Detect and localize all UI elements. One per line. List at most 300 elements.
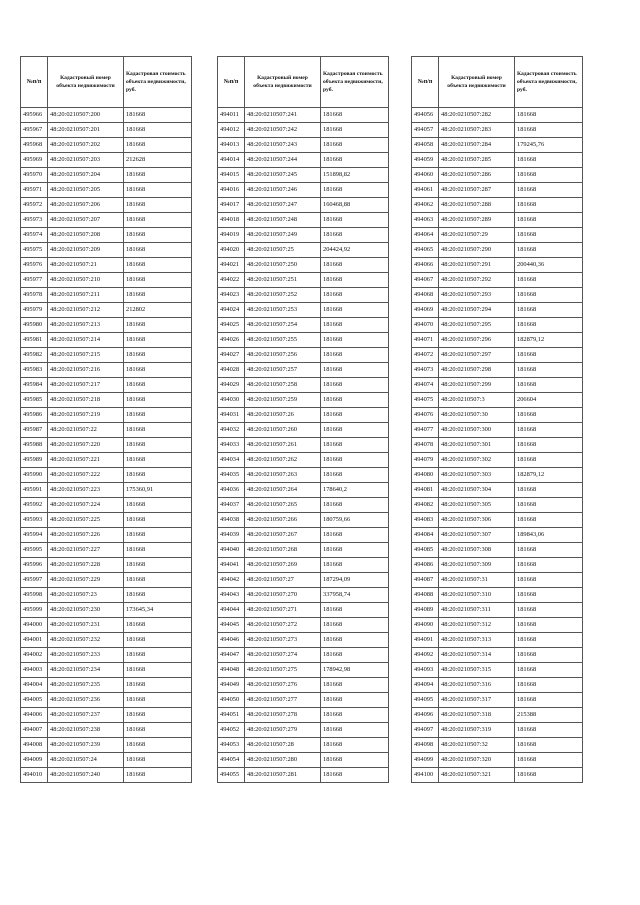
cadastral-value-cell: 181668 <box>321 138 389 153</box>
cadastral-number-cell: 48:20:0210507:229 <box>48 573 124 588</box>
cadastral-value-cell: 181668 <box>124 648 192 663</box>
cadastral-number-cell: 48:20:0210507:232 <box>48 633 124 648</box>
table-row <box>412 468 583 483</box>
cadastral-number-cell: 48:20:0210507:29 <box>439 228 515 243</box>
row-number-cell: 494006 <box>21 708 48 723</box>
row-number-cell: 494027 <box>218 348 245 363</box>
cadastral-number-cell: 48:20:0210507:241 <box>245 108 321 123</box>
cadastral-number-cell: 48:20:0210507:274 <box>245 648 321 663</box>
cadastral-number-cell: 48:20:0210507:21 <box>48 258 124 273</box>
table-row <box>21 393 192 408</box>
cadastral-number-cell: 48:20:0210507:230 <box>48 603 124 618</box>
row-number-cell: 494065 <box>412 243 439 258</box>
cadastral-value-cell: 181668 <box>124 243 192 258</box>
cadastral-number-cell: 48:20:0210507:261 <box>245 438 321 453</box>
row-number-cell: 494028 <box>218 363 245 378</box>
row-number-cell: 494022 <box>218 273 245 288</box>
row-number-cell: 494067 <box>412 273 439 288</box>
table-row <box>412 108 583 123</box>
row-number-cell: 494033 <box>218 438 245 453</box>
row-number-cell: 494059 <box>412 153 439 168</box>
cadastral-value-cell: 181668 <box>515 543 583 558</box>
table-row <box>21 333 192 348</box>
row-number-cell: 494054 <box>218 753 245 768</box>
cadastral-value-cell: 181668 <box>124 348 192 363</box>
cadastral-number-cell: 48:20:0210507:24 <box>48 753 124 768</box>
cadastral-value-cell: 181668 <box>124 378 192 393</box>
row-number-cell: 494041 <box>218 558 245 573</box>
cadastral-value-cell: 179245,76 <box>515 138 583 153</box>
row-number-cell: 494013 <box>218 138 245 153</box>
table-row <box>218 603 389 618</box>
cadastral-value-cell: 181668 <box>515 453 583 468</box>
cadastral-number-cell: 48:20:0210507:279 <box>245 723 321 738</box>
cadastral-number-cell: 48:20:0210507:226 <box>48 528 124 543</box>
cadastral-value-cell: 181668 <box>321 183 389 198</box>
cadastral-value-cell: 181668 <box>321 153 389 168</box>
cadastral-number-cell: 48:20:0210507:304 <box>439 483 515 498</box>
row-number-cell: 494010 <box>21 768 48 783</box>
row-number-cell: 494070 <box>412 318 439 333</box>
row-number-cell: 495967 <box>21 123 48 138</box>
cadastral-number-cell: 48:20:0210507:31 <box>439 573 515 588</box>
row-number-cell: 494073 <box>412 363 439 378</box>
cadastral-number-cell: 48:20:0210507:260 <box>245 423 321 438</box>
cadastral-value-cell: 181668 <box>321 333 389 348</box>
cadastral-value-cell: 181668 <box>124 138 192 153</box>
cadastral-number-cell: 48:20:0210507:300 <box>439 423 515 438</box>
cadastral-value-cell: 181668 <box>124 558 192 573</box>
cadastral-number-cell: 48:20:0210507:267 <box>245 528 321 543</box>
row-number-cell: 494078 <box>412 438 439 453</box>
cadastral-number-cell: 48:20:0210507:23 <box>48 588 124 603</box>
row-number-cell: 495999 <box>21 603 48 618</box>
cadastral-number-cell: 48:20:0210507:311 <box>439 603 515 618</box>
cadastral-number-cell: 48:20:0210507:211 <box>48 288 124 303</box>
row-number-cell: 495985 <box>21 393 48 408</box>
row-number-cell: 495989 <box>21 453 48 468</box>
cadastral-number-cell: 48:20:0210507:215 <box>48 348 124 363</box>
row-number-cell: 494039 <box>218 528 245 543</box>
cadastral-value-cell: 181668 <box>321 603 389 618</box>
row-number-cell: 494057 <box>412 123 439 138</box>
table-row <box>412 573 583 588</box>
table-row <box>218 618 389 633</box>
cadastral-value-cell: 181668 <box>321 438 389 453</box>
table-row <box>412 333 583 348</box>
cadastral-number-cell: 48:20:0210507:273 <box>245 633 321 648</box>
cadastral-value-cell: 181668 <box>124 528 192 543</box>
row-number-cell: 494080 <box>412 468 439 483</box>
table-row <box>218 573 389 588</box>
table-row <box>218 108 389 123</box>
row-number-cell: 494056 <box>412 108 439 123</box>
cadastral-value-cell: 181668 <box>124 273 192 288</box>
table-row <box>21 258 192 273</box>
cadastral-number-cell: 48:20:0210507:308 <box>439 543 515 558</box>
cadastral-value-cell: 181668 <box>321 753 389 768</box>
table-row <box>412 678 583 693</box>
cadastral-value-cell: 181668 <box>124 708 192 723</box>
table-row <box>412 723 583 738</box>
table-row <box>412 753 583 768</box>
row-number-cell: 494094 <box>412 678 439 693</box>
row-number-cell: 494043 <box>218 588 245 603</box>
row-number-cell: 494098 <box>412 738 439 753</box>
table-row <box>21 213 192 228</box>
cadastral-number-cell: 48:20:0210507:320 <box>439 753 515 768</box>
cadastral-number-cell: 48:20:0210507:262 <box>245 453 321 468</box>
table-row <box>21 423 192 438</box>
cadastral-number-cell: 48:20:0210507:286 <box>439 168 515 183</box>
table-row <box>412 138 583 153</box>
cadastral-number-cell: 48:20:0210507:252 <box>245 288 321 303</box>
cadastral-value-cell: 181668 <box>321 228 389 243</box>
cadastral-number-cell: 48:20:0210507:306 <box>439 513 515 528</box>
cadastral-number-cell: 48:20:0210507:222 <box>48 468 124 483</box>
cadastral-number-cell: 48:20:0210507:250 <box>245 258 321 273</box>
row-number-cell: 494003 <box>21 663 48 678</box>
cadastral-number-cell: 48:20:0210507:233 <box>48 648 124 663</box>
row-number-cell: 494100 <box>412 768 439 783</box>
row-number-cell: 494063 <box>412 213 439 228</box>
row-number-cell: 494096 <box>412 708 439 723</box>
table-row <box>218 153 389 168</box>
row-number-cell: 494076 <box>412 408 439 423</box>
header-cadastral-number: Кадастровый номер объекта недвижимости <box>245 57 321 108</box>
cadastral-number-cell: 48:20:0210507:294 <box>439 303 515 318</box>
row-number-cell: 494038 <box>218 513 245 528</box>
cadastral-value-cell: 181668 <box>515 273 583 288</box>
row-number-cell: 495992 <box>21 498 48 513</box>
table-row <box>21 153 192 168</box>
cadastral-number-cell: 48:20:0210507:248 <box>245 213 321 228</box>
table-row <box>218 678 389 693</box>
cadastral-number-cell: 48:20:0210507:228 <box>48 558 124 573</box>
table-row <box>218 513 389 528</box>
cadastral-value-cell: 181668 <box>124 123 192 138</box>
cadastral-value-cell: 181668 <box>515 303 583 318</box>
cadastral-number-cell: 48:20:0210507:249 <box>245 228 321 243</box>
cadastral-value-cell: 181668 <box>515 618 583 633</box>
table-row <box>21 603 192 618</box>
cadastral-value-cell: 181668 <box>124 333 192 348</box>
row-number-cell: 495975 <box>21 243 48 258</box>
table-row <box>218 123 389 138</box>
cadastral-value-cell: 181668 <box>124 513 192 528</box>
row-number-cell: 495978 <box>21 288 48 303</box>
table-row <box>412 228 583 243</box>
table-row <box>412 408 583 423</box>
row-number-cell: 494046 <box>218 633 245 648</box>
table-row <box>21 678 192 693</box>
cadastral-number-cell: 48:20:0210507:227 <box>48 543 124 558</box>
row-number-cell: 494024 <box>218 303 245 318</box>
cadastral-value-cell: 181668 <box>321 288 389 303</box>
cadastral-value-cell: 181668 <box>321 633 389 648</box>
table-header-row <box>218 57 389 108</box>
row-number-cell: 494021 <box>218 258 245 273</box>
cadastral-value-cell: 181668 <box>124 468 192 483</box>
cadastral-value-cell: 181668 <box>124 498 192 513</box>
cadastral-number-cell: 48:20:0210507:25 <box>245 243 321 258</box>
table-row <box>21 363 192 378</box>
cadastral-number-cell: 48:20:0210507:219 <box>48 408 124 423</box>
cadastral-value-cell: 181668 <box>124 588 192 603</box>
cadastral-value-cell: 181668 <box>321 618 389 633</box>
cadastral-value-cell: 181668 <box>124 693 192 708</box>
cadastral-number-cell: 48:20:0210507:217 <box>48 378 124 393</box>
table-row <box>412 513 583 528</box>
cadastral-value-cell: 181668 <box>124 168 192 183</box>
table-row <box>218 183 389 198</box>
cadastral-register <box>20 56 624 808</box>
row-number-cell: 494052 <box>218 723 245 738</box>
row-number-cell: 494017 <box>218 198 245 213</box>
cadastral-value-cell: 181668 <box>321 693 389 708</box>
table-row <box>218 633 389 648</box>
table-row <box>412 453 583 468</box>
cadastral-number-cell: 48:20:0210507:220 <box>48 438 124 453</box>
cadastral-number-cell: 48:20:0210507:253 <box>245 303 321 318</box>
cadastral-value-cell: 181668 <box>515 753 583 768</box>
cadastral-value-cell: 181668 <box>124 678 192 693</box>
row-number-cell: 494000 <box>21 618 48 633</box>
cadastral-value-cell: 181668 <box>321 498 389 513</box>
table-row <box>412 483 583 498</box>
cadastral-value-cell: 181668 <box>515 243 583 258</box>
table-row <box>412 393 583 408</box>
cadastral-number-cell: 48:20:0210507:221 <box>48 453 124 468</box>
cadastral-value-cell: 181668 <box>124 423 192 438</box>
cadastral-value-cell: 189843,06 <box>515 528 583 543</box>
cadastral-number-cell: 48:20:0210507:240 <box>48 768 124 783</box>
table-row <box>218 258 389 273</box>
table-row <box>412 363 583 378</box>
table-row <box>21 693 192 708</box>
cadastral-number-cell: 48:20:0210507:223 <box>48 483 124 498</box>
header-cadastral-value: Кадастровая стоимость объекта недвижимости, руб. <box>515 57 583 108</box>
cadastral-number-cell: 48:20:0210507:301 <box>439 438 515 453</box>
cadastral-number-cell: 48:20:0210507:259 <box>245 393 321 408</box>
cadastral-number-cell: 48:20:0210507:207 <box>48 213 124 228</box>
cadastral-value-cell: 181668 <box>321 303 389 318</box>
row-number-cell: 494026 <box>218 333 245 348</box>
cadastral-number-cell: 48:20:0210507:202 <box>48 138 124 153</box>
row-number-cell: 494084 <box>412 528 439 543</box>
cadastral-value-cell: 181668 <box>515 153 583 168</box>
table-row <box>218 198 389 213</box>
table-row <box>218 378 389 393</box>
cadastral-value-cell: 181668 <box>321 528 389 543</box>
cadastral-value-cell: 182879,12 <box>515 468 583 483</box>
row-number-cell: 494081 <box>412 483 439 498</box>
cadastral-value-cell: 181668 <box>321 123 389 138</box>
row-number-cell: 495980 <box>21 318 48 333</box>
cadastral-number-cell: 48:20:0210507:27 <box>245 573 321 588</box>
cadastral-value-cell: 181668 <box>515 723 583 738</box>
row-number-cell: 494058 <box>412 138 439 153</box>
cadastral-number-cell: 48:20:0210507:263 <box>245 468 321 483</box>
cadastral-number-cell: 48:20:0210507:203 <box>48 153 124 168</box>
table-row <box>21 513 192 528</box>
register-table-body <box>412 108 583 783</box>
cadastral-number-cell: 48:20:0210507:236 <box>48 693 124 708</box>
table-row <box>218 318 389 333</box>
cadastral-value-cell: 181668 <box>124 768 192 783</box>
table-row <box>412 153 583 168</box>
table-row <box>412 318 583 333</box>
cadastral-number-cell: 48:20:0210507:237 <box>48 708 124 723</box>
table-row <box>412 558 583 573</box>
cadastral-value-cell: 181668 <box>124 288 192 303</box>
table-row <box>412 498 583 513</box>
header-cadastral-value: Кадастровая стоимость объекта недвижимости, руб. <box>124 57 192 108</box>
cadastral-value-cell: 160468,88 <box>321 198 389 213</box>
table-row <box>412 663 583 678</box>
cadastral-value-cell: 181668 <box>321 738 389 753</box>
cadastral-number-cell: 48:20:0210507:287 <box>439 183 515 198</box>
cadastral-number-cell: 48:20:0210507:266 <box>245 513 321 528</box>
row-number-cell: 494011 <box>218 108 245 123</box>
row-number-cell: 494025 <box>218 318 245 333</box>
table-row <box>412 273 583 288</box>
cadastral-number-cell: 48:20:0210507:268 <box>245 543 321 558</box>
row-number-cell: 494020 <box>218 243 245 258</box>
row-number-cell: 494074 <box>412 378 439 393</box>
table-row <box>218 228 389 243</box>
table-row <box>21 108 192 123</box>
header-number: №п/п <box>21 57 48 108</box>
cadastral-number-cell: 48:20:0210507:28 <box>245 738 321 753</box>
cadastral-value-cell: 181668 <box>124 723 192 738</box>
cadastral-number-cell: 48:20:0210507:321 <box>439 768 515 783</box>
table-row <box>412 588 583 603</box>
table-row <box>218 483 389 498</box>
row-number-cell: 494050 <box>218 693 245 708</box>
cadastral-value-cell: 206604 <box>515 393 583 408</box>
cadastral-number-cell: 48:20:0210507:224 <box>48 498 124 513</box>
table-row <box>21 183 192 198</box>
cadastral-number-cell: 48:20:0210507:297 <box>439 348 515 363</box>
cadastral-value-cell: 178942,98 <box>321 663 389 678</box>
cadastral-value-cell: 181668 <box>515 198 583 213</box>
table-row <box>412 168 583 183</box>
cadastral-number-cell: 48:20:0210507:216 <box>48 363 124 378</box>
cadastral-number-cell: 48:20:0210507:299 <box>439 378 515 393</box>
cadastral-value-cell: 181668 <box>515 123 583 138</box>
row-number-cell: 495974 <box>21 228 48 243</box>
cadastral-value-cell: 200440,36 <box>515 258 583 273</box>
cadastral-value-cell: 181668 <box>321 273 389 288</box>
row-number-cell: 495970 <box>21 168 48 183</box>
row-number-cell: 495991 <box>21 483 48 498</box>
row-number-cell: 494002 <box>21 648 48 663</box>
table-row <box>218 648 389 663</box>
cadastral-value-cell: 181668 <box>515 483 583 498</box>
table-header-row <box>21 57 192 108</box>
cadastral-value-cell: 181668 <box>515 663 583 678</box>
register-table-left <box>20 56 192 783</box>
row-number-cell: 494023 <box>218 288 245 303</box>
cadastral-number-cell: 48:20:0210507:26 <box>245 408 321 423</box>
row-number-cell: 494053 <box>218 738 245 753</box>
cadastral-number-cell: 48:20:0210507:201 <box>48 123 124 138</box>
table-row <box>412 618 583 633</box>
cadastral-value-cell: 181668 <box>124 738 192 753</box>
table-row <box>218 168 389 183</box>
cadastral-value-cell: 181668 <box>321 318 389 333</box>
cadastral-value-cell: 182879,12 <box>515 333 583 348</box>
row-number-cell: 495972 <box>21 198 48 213</box>
row-number-cell: 495969 <box>21 153 48 168</box>
cadastral-number-cell: 48:20:0210507:264 <box>245 483 321 498</box>
cadastral-number-cell: 48:20:0210507:212 <box>48 303 124 318</box>
cadastral-number-cell: 48:20:0210507:282 <box>439 108 515 123</box>
table-row <box>412 543 583 558</box>
cadastral-value-cell: 181668 <box>515 573 583 588</box>
row-number-cell: 494062 <box>412 198 439 213</box>
table-row <box>21 138 192 153</box>
cadastral-value-cell: 181668 <box>321 408 389 423</box>
cadastral-value-cell: 212802 <box>124 303 192 318</box>
table-row <box>21 483 192 498</box>
cadastral-value-cell: 181668 <box>515 678 583 693</box>
row-number-cell: 494087 <box>412 573 439 588</box>
header-cadastral-number: Кадастровый номер объекта недвижимости <box>48 57 124 108</box>
cadastral-number-cell: 48:20:0210507:247 <box>245 198 321 213</box>
cadastral-number-cell: 48:20:0210507:22 <box>48 423 124 438</box>
table-row <box>21 618 192 633</box>
table-row <box>412 213 583 228</box>
row-number-cell: 494051 <box>218 708 245 723</box>
cadastral-value-cell: 181668 <box>515 288 583 303</box>
row-number-cell: 494047 <box>218 648 245 663</box>
cadastral-value-cell: 181668 <box>515 408 583 423</box>
table-row <box>412 528 583 543</box>
table-row <box>21 633 192 648</box>
table-row <box>218 558 389 573</box>
cadastral-number-cell: 48:20:0210507:209 <box>48 243 124 258</box>
table-row <box>218 348 389 363</box>
row-number-cell: 495984 <box>21 378 48 393</box>
table-row <box>21 543 192 558</box>
row-number-cell: 494088 <box>412 588 439 603</box>
cadastral-value-cell: 181668 <box>515 183 583 198</box>
row-number-cell: 494072 <box>412 348 439 363</box>
cadastral-number-cell: 48:20:0210507:290 <box>439 243 515 258</box>
cadastral-value-cell: 181668 <box>124 108 192 123</box>
cadastral-value-cell: 181668 <box>515 213 583 228</box>
row-number-cell: 495979 <box>21 303 48 318</box>
table-row <box>412 648 583 663</box>
row-number-cell: 495996 <box>21 558 48 573</box>
cadastral-value-cell: 181668 <box>321 393 389 408</box>
row-number-cell: 495968 <box>21 138 48 153</box>
cadastral-number-cell: 48:20:0210507:258 <box>245 378 321 393</box>
cadastral-value-cell: 181668 <box>515 768 583 783</box>
table-row <box>412 378 583 393</box>
cadastral-value-cell: 151898,82 <box>321 168 389 183</box>
row-number-cell: 494061 <box>412 183 439 198</box>
table-row <box>218 588 389 603</box>
table-row <box>21 738 192 753</box>
cadastral-number-cell: 48:20:0210507:277 <box>245 693 321 708</box>
cadastral-number-cell: 48:20:0210507:218 <box>48 393 124 408</box>
cadastral-number-cell: 48:20:0210507:276 <box>245 678 321 693</box>
cadastral-number-cell: 48:20:0210507:316 <box>439 678 515 693</box>
row-number-cell: 494093 <box>412 663 439 678</box>
